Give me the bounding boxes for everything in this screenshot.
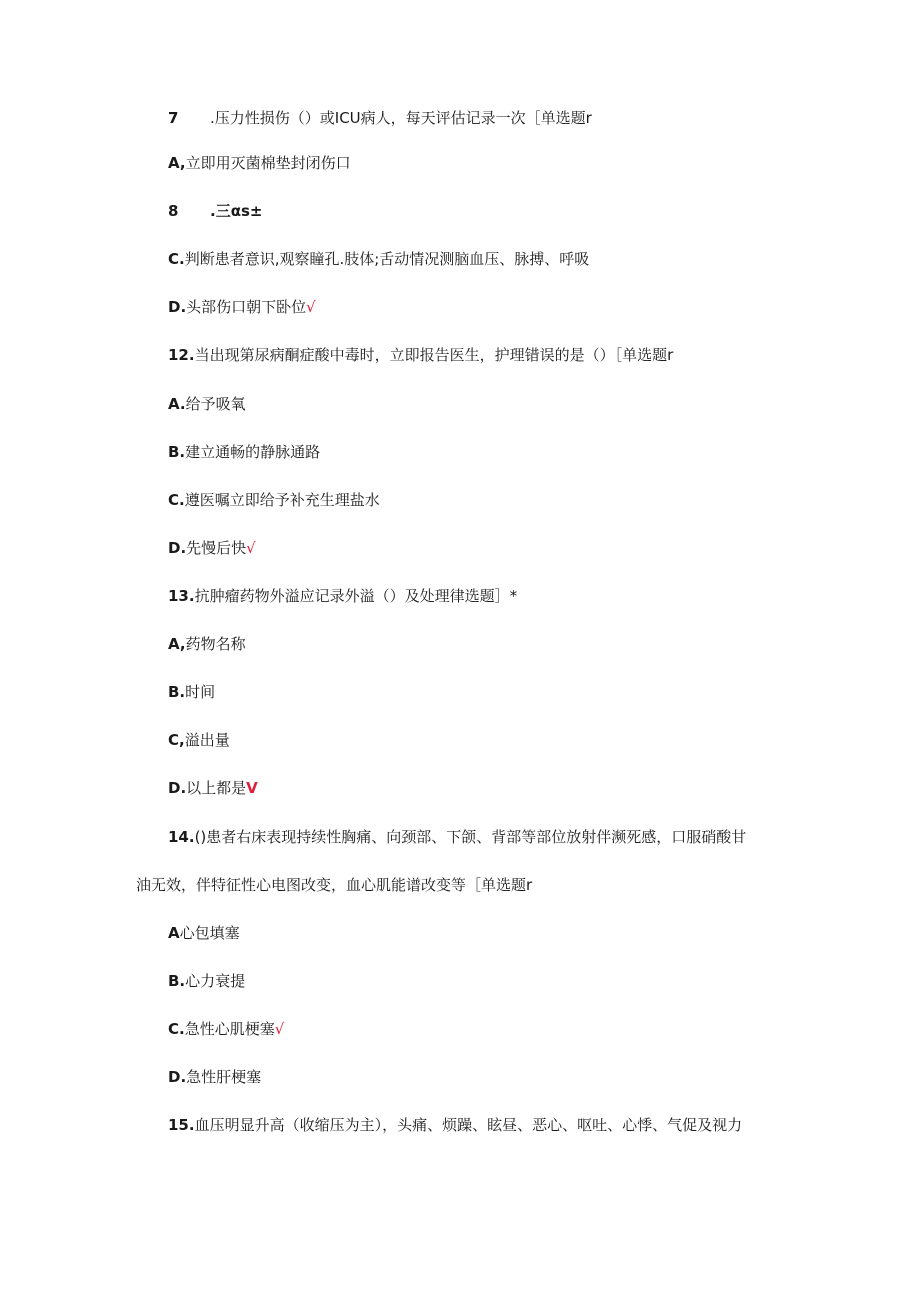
option-prefix: C. xyxy=(168,250,185,268)
question-12 xyxy=(168,345,673,365)
question-text: 抗肿瘤药物外溢应记录外溢（）及处理律选题］* xyxy=(194,587,518,605)
option-text: 遵医嘱立即给予补充生理盐水 xyxy=(184,491,380,509)
question-number: 7 xyxy=(168,109,179,127)
correct-mark: √ xyxy=(274,1020,285,1038)
option-c xyxy=(168,1019,284,1039)
option-text: 建立通畅的静脉通路 xyxy=(185,443,321,461)
option-text: 溢出量 xyxy=(184,731,230,749)
question-number: 13. xyxy=(168,587,195,605)
option-prefix: C. xyxy=(168,491,185,509)
question-text: 血压明显升高（收缩压为主），头痛、烦躁、眩昼、恶心、呕吐、心悸、气促及视力 xyxy=(194,1116,743,1134)
option-text: 头部伤口朝下卧位 xyxy=(186,298,307,316)
option-c xyxy=(168,730,230,750)
question-7 xyxy=(168,108,592,128)
option-a xyxy=(168,153,351,173)
option-text: 急性心肌梗塞 xyxy=(184,1020,275,1038)
option-d xyxy=(168,297,316,317)
option-b xyxy=(168,682,215,702)
option-text: 心力衰提 xyxy=(185,972,246,990)
option-prefix: D. xyxy=(168,539,187,557)
option-prefix: A, xyxy=(168,154,186,172)
option-prefix: A xyxy=(168,924,180,942)
option-prefix: C. xyxy=(168,1020,185,1038)
option-text: 时间 xyxy=(185,683,216,701)
question-number: 15. xyxy=(168,1116,195,1134)
question-14 xyxy=(168,827,746,847)
option-text: 心包填塞 xyxy=(179,924,240,942)
option-text: 药物名称 xyxy=(185,635,246,653)
question-text: 油无效，伴特征性心电图改变，血心肌能谱改变等［单选题r xyxy=(136,876,533,894)
option-b xyxy=(168,971,245,991)
option-prefix: A. xyxy=(168,395,186,413)
question-15 xyxy=(168,1115,742,1135)
option-d xyxy=(168,538,256,558)
option-a xyxy=(168,394,246,414)
question-number: 14. xyxy=(168,828,195,846)
option-a xyxy=(168,634,246,654)
option-c xyxy=(168,249,589,269)
option-text: 急性肝梗塞 xyxy=(186,1068,262,1086)
option-prefix: D. xyxy=(168,779,187,797)
option-text: 先慢后快 xyxy=(186,539,247,557)
correct-mark: √ xyxy=(306,298,316,316)
option-prefix: B. xyxy=(168,683,186,701)
option-b xyxy=(168,442,320,462)
correct-mark: √ xyxy=(246,539,256,557)
question-14-continued xyxy=(136,875,532,895)
option-prefix: D. xyxy=(168,298,187,316)
question-number: 8 xyxy=(168,202,179,220)
option-d xyxy=(168,1067,261,1087)
option-text: 立即用灭菌棉垫封闭伤口 xyxy=(185,154,351,172)
option-prefix: C, xyxy=(168,731,185,749)
question-text: 当出现第尿病酮症酸中毒时，立即报告医生，护理错误的是（）［单选题r xyxy=(194,346,674,364)
option-a xyxy=(168,923,240,943)
question-text: ()患者右床表现持续性胸痛、向颈部、下颌、背部等部位放射伴濒死感，口服硝酸甘 xyxy=(194,828,747,846)
question-text: .三αs± xyxy=(210,202,263,220)
option-text: 给予吸氧 xyxy=(185,395,246,413)
option-prefix: B. xyxy=(168,972,186,990)
option-prefix: D. xyxy=(168,1068,187,1086)
question-text: .压力性损伤（）或ICU病人，每天评估记录一次［单选题r xyxy=(210,109,592,127)
option-text: 判断患者意识,观察瞳孔.肢体;舌动情况测脑血压、脉搏、呼吸 xyxy=(184,250,590,268)
option-d xyxy=(168,778,258,798)
correct-mark: V xyxy=(246,779,258,797)
option-prefix: A, xyxy=(168,635,186,653)
option-prefix: B. xyxy=(168,443,186,461)
option-text: 以上都是 xyxy=(186,779,247,797)
question-13 xyxy=(168,586,517,606)
question-number: 12. xyxy=(168,346,195,364)
option-c xyxy=(168,490,380,510)
question-8 xyxy=(168,201,263,221)
